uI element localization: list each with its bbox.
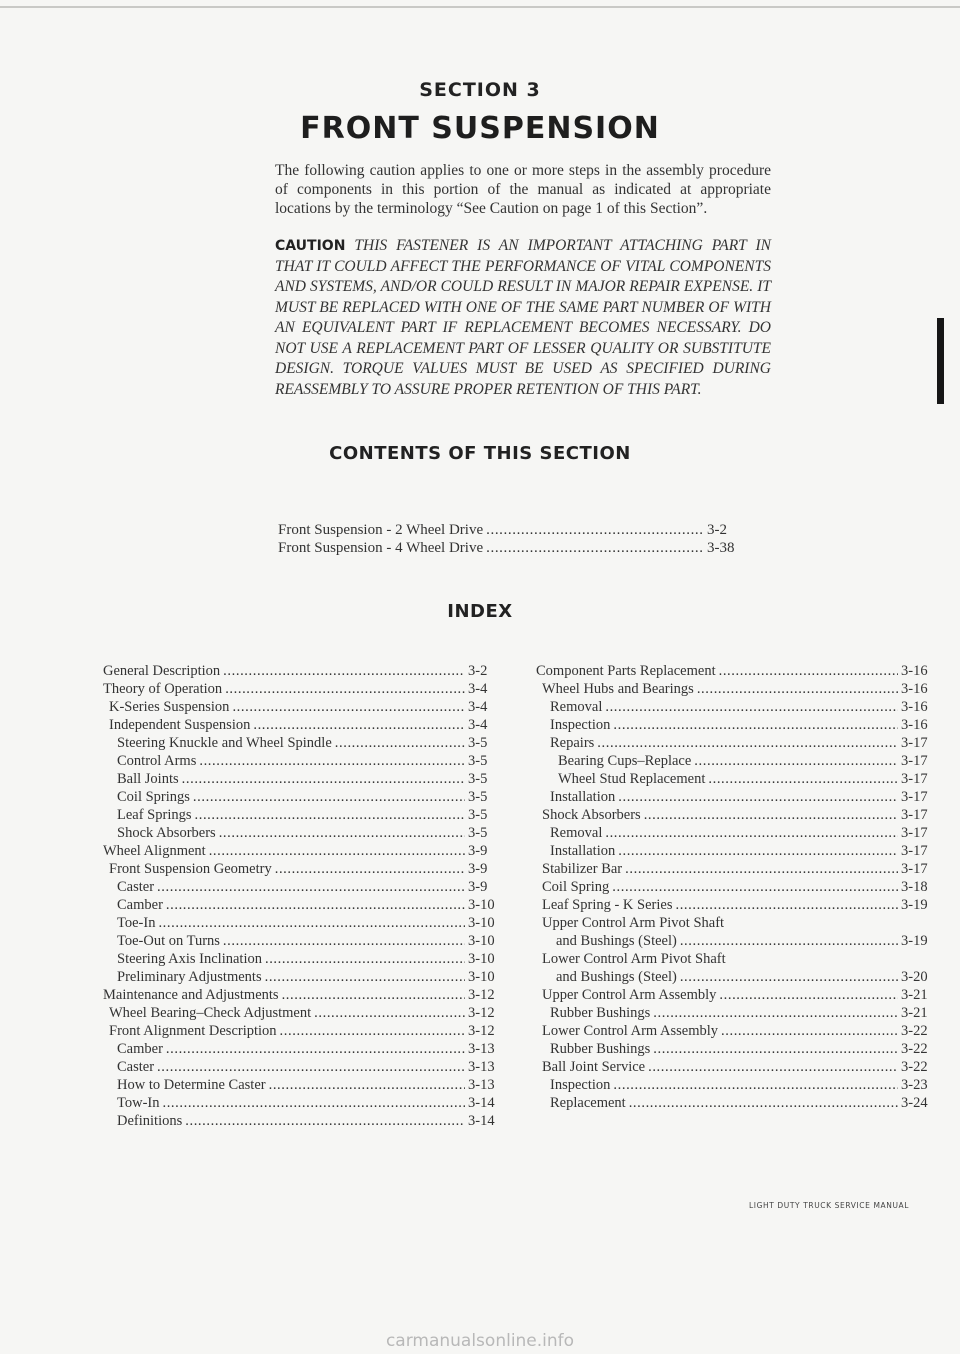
index-entry-page: 3-10: [468, 969, 495, 985]
dot-leader: [680, 932, 898, 950]
dot-leader: [625, 860, 898, 878]
index-entry-label: Steering Knuckle and Wheel Spindle: [117, 735, 332, 751]
index-entry-page: 3-9: [468, 861, 488, 877]
index-entry: [536, 932, 934, 950]
dot-leader: [158, 914, 465, 932]
dot-leader: [719, 986, 898, 1004]
index-entry-page: 3-18: [901, 879, 928, 895]
index-entry-label: K-Series Suspension: [109, 699, 230, 715]
index-entry-label: Installation: [550, 843, 616, 859]
index-entry: [536, 680, 934, 698]
dot-leader: [166, 1040, 465, 1058]
dot-leader: [199, 752, 465, 770]
dot-leader: [644, 806, 898, 824]
dot-leader: [605, 698, 898, 716]
index-entry-label: and Bushings (Steel): [556, 933, 677, 949]
index-entry: [536, 662, 934, 680]
dot-leader: [486, 521, 704, 539]
dot-leader: [719, 662, 898, 680]
dot-leader: [618, 788, 898, 806]
dot-leader: [675, 896, 898, 914]
index-entry-page: 3-16: [901, 699, 928, 715]
dot-leader: [182, 770, 465, 788]
index-entry-page: 3-17: [901, 807, 928, 823]
index-entry-page: 3-14: [468, 1113, 495, 1129]
index-entry-label: Wheel Alignment: [103, 843, 206, 859]
index-entry: [536, 1076, 934, 1094]
index-entry-label: Front Suspension Geometry: [109, 861, 272, 877]
index-entry-label: Stabilizer Bar: [542, 861, 623, 877]
dot-leader: [265, 950, 465, 968]
dot-leader: [195, 806, 466, 824]
index-entry-label: Repairs: [550, 735, 595, 751]
index-entry: [103, 788, 501, 806]
index-entry-label: Leaf Springs: [117, 807, 192, 823]
index-entry-page: 3-14: [468, 1095, 495, 1111]
index-entry-label: Ball Joints: [117, 771, 179, 787]
index-entry: [103, 770, 501, 788]
index-entry-page: 3-19: [901, 933, 928, 949]
index-entry-label: How to Determine Caster: [117, 1077, 266, 1093]
index-entry-page: 3-16: [901, 717, 928, 733]
index-entry-page: 3-5: [468, 771, 488, 787]
index-entry-page: 3-13: [468, 1059, 495, 1075]
index-entry-page: 3-12: [468, 987, 495, 1003]
index-entry-page: 3-17: [901, 843, 928, 859]
index-entry-page: 3-5: [468, 789, 488, 805]
index-entry-page: 3-21: [901, 1005, 928, 1021]
index-entry-label: Camber: [117, 1041, 163, 1057]
index-entry: [536, 788, 934, 806]
index-entry: [103, 986, 501, 1004]
dot-leader: [618, 842, 898, 860]
index-entry-label: Front Alignment Description: [109, 1023, 277, 1039]
index-entry-label: Shock Absorbers: [117, 825, 216, 841]
dot-leader: [721, 1022, 898, 1040]
index-entry: [536, 770, 934, 788]
index-entry: [536, 1058, 934, 1076]
index-entry-label: Bearing Cups–Replace: [558, 753, 692, 769]
index-entry-page: 3-4: [468, 681, 488, 697]
index-entry-page: 3-21: [901, 987, 928, 1003]
index-entry: [536, 1004, 934, 1022]
dot-leader: [613, 716, 898, 734]
index-entry-page: 3-19: [901, 897, 928, 913]
dot-leader: [162, 1094, 465, 1112]
index-entry: [103, 842, 501, 860]
index-entry: [103, 824, 501, 842]
contents-entry-label: Front Suspension - 4 Wheel Drive: [278, 540, 484, 556]
index-entry-label: Control Arms: [117, 753, 197, 769]
index-entry-label: Coil Spring: [542, 879, 610, 895]
dot-leader: [335, 734, 465, 752]
index-entry-page: 3-16: [901, 681, 928, 697]
dot-leader: [282, 986, 465, 1004]
caution-text: THIS FASTENER IS AN IMPORTANT ATTACHING PART IN THAT IT COULD AFFECT THE PERFORMANCE OF VITAL COMPONENTS AND SYSTEMS, AND/OR COULD RESULT IN MAJOR REPAIR EXPENSE. IT MUST BE REPLACED WITH ONE OF THE SAME PART NUMBER OF WITH AN EQUIVALENT PART IF REPLACEMENT BECOMES NECESSARY. DO NOT USE A REPLACEMENT PART OF LESSER QUALITY OR SUBSTITUTE DESIGN. TORQUE VALUES MUST BE USED AS SPECIFIED DURING REASSEMBLY TO ASSURE PROPER RETENTION OF THIS PART.: [275, 237, 771, 398]
index-entry-page: 3-5: [468, 825, 488, 841]
index-entry-label: Camber: [117, 897, 163, 913]
index-entry-label: Lower Control Arm Pivot Shaft: [542, 951, 726, 967]
index-entry: [103, 1112, 501, 1130]
contents-entry-label: Front Suspension - 2 Wheel Drive: [278, 522, 484, 538]
index-entry-page: 3-5: [468, 735, 488, 751]
index-entry-page: 3-24: [901, 1095, 928, 1111]
contents-entry-page: 3-2: [707, 522, 727, 538]
index-entry: [536, 824, 934, 842]
index-entry-page: 3-17: [901, 789, 928, 805]
index-entry-label: Ball Joint Service: [542, 1059, 646, 1075]
index-entry-label: Maintenance and Adjustments: [103, 987, 279, 1003]
index-entry-label: Rubber Bushings: [550, 1005, 651, 1021]
index-entry: [103, 896, 501, 914]
dot-leader: [486, 539, 704, 557]
index-entry-page: 3-17: [901, 771, 928, 787]
index-entry: [103, 680, 501, 698]
index-entry: [103, 878, 501, 896]
index-entry: [103, 914, 501, 932]
index-entry-page: 3-17: [901, 825, 928, 841]
dot-leader: [653, 1004, 898, 1022]
dot-leader: [219, 824, 465, 842]
index-entry-label: Replacement: [550, 1095, 626, 1111]
index-entry-label: Preliminary Adjustments: [117, 969, 262, 985]
watermark: carmanualsonline.info: [385, 1331, 575, 1351]
index-entry-label: General Description: [103, 663, 221, 679]
top-rule: [0, 6, 960, 8]
index-entry: [103, 806, 501, 824]
index-entry-page: 3-22: [901, 1059, 928, 1075]
index-entry: [103, 698, 501, 716]
index-entry: [103, 1058, 501, 1076]
section-edge-marker: [937, 318, 944, 404]
dot-leader: [269, 1076, 465, 1094]
index-entry: [103, 1004, 501, 1022]
index-entry-label: Caster: [117, 1059, 155, 1075]
index-entry: [103, 1076, 501, 1094]
dot-leader: [223, 932, 465, 950]
dot-leader: [597, 734, 898, 752]
index-entry-label: Rubber Bushings: [550, 1041, 651, 1057]
contents-heading: CONTENTS OF THIS SECTION: [329, 443, 631, 464]
index-entry: [103, 968, 501, 986]
index-entry-page: 3-17: [901, 753, 928, 769]
index-entry-label: Definitions: [117, 1113, 183, 1129]
index-entry-page: 3-22: [901, 1023, 928, 1039]
index-entry-page: 3-9: [468, 879, 488, 895]
index-column-left: [103, 662, 501, 1130]
dot-leader: [605, 824, 898, 842]
index-entry-page: 3-9: [468, 843, 488, 859]
dot-leader: [280, 1022, 465, 1040]
index-entry: [536, 1022, 934, 1040]
index-entry-label: Removal: [550, 699, 603, 715]
page-title: FRONT SUSPENSION: [300, 111, 660, 146]
dot-leader: [629, 1094, 898, 1112]
index-entry-label: Tow-In: [117, 1095, 160, 1111]
dot-leader: [613, 1076, 898, 1094]
caution-keyword: CAUTION: [275, 238, 346, 254]
index-entry-page: 3-12: [468, 1023, 495, 1039]
index-entry-page: 3-10: [468, 951, 495, 967]
dot-leader: [225, 680, 465, 698]
index-entry-label: Removal: [550, 825, 603, 841]
section-label: SECTION 3: [419, 79, 541, 101]
index-entry: [536, 878, 934, 896]
index-entry: [536, 806, 934, 824]
dot-leader: [193, 788, 465, 806]
index-entry: [536, 734, 934, 752]
index-entry-label: Installation: [550, 789, 616, 805]
index-entry: [103, 950, 501, 968]
dot-leader: [265, 968, 465, 986]
index-entry-label: Steering Axis Inclination: [117, 951, 262, 967]
dot-leader: [612, 878, 898, 896]
index-entry-page: 3-2: [468, 663, 488, 679]
index-entry: [536, 1040, 934, 1058]
index-entry-label: Inspection: [550, 717, 611, 733]
dot-leader: [223, 662, 465, 680]
index-entry-page: 3-10: [468, 897, 495, 913]
index-entry-label: Independent Suspension: [109, 717, 251, 733]
index-entry-label: and Bushings (Steel): [556, 969, 677, 985]
caution-paragraph: [275, 236, 771, 400]
dot-leader: [680, 968, 898, 986]
index-entry: [103, 662, 501, 680]
index-entry: [103, 1022, 501, 1040]
dot-leader: [185, 1112, 465, 1130]
index-entry: [536, 860, 934, 878]
dot-leader: [697, 680, 898, 698]
index-entry-label: Coil Springs: [117, 789, 190, 805]
index-entry: [103, 860, 501, 878]
index-entry: [103, 752, 501, 770]
index-entry: [536, 716, 934, 734]
index-entry-page: 3-22: [901, 1041, 928, 1057]
index-entry-label: Lower Control Arm Assembly: [542, 1023, 719, 1039]
dot-leader: [166, 896, 465, 914]
dot-leader: [253, 716, 465, 734]
index-entry-label: Shock Absorbers: [542, 807, 641, 823]
index-entry-page: 3-13: [468, 1041, 495, 1057]
dot-leader: [275, 860, 465, 878]
index-entry-label: Wheel Stud Replacement: [558, 771, 706, 787]
index-entry-label: Upper Control Arm Pivot Shaft: [542, 915, 725, 931]
index-entry-page: 3-12: [468, 1005, 495, 1021]
dot-leader: [694, 752, 898, 770]
dot-leader: [314, 1004, 465, 1022]
contents-list: [278, 521, 740, 557]
index-entry-page: 3-13: [468, 1077, 495, 1093]
index-entry-label: Component Parts Replacement: [536, 663, 716, 679]
index-entry: [536, 698, 934, 716]
index-entry-page: 3-5: [468, 807, 488, 823]
index-entry: [103, 1040, 501, 1058]
dot-leader: [209, 842, 465, 860]
dot-leader: [648, 1058, 898, 1076]
index-entry: [103, 932, 501, 950]
index-entry: [103, 716, 501, 734]
index-entry: [536, 950, 934, 968]
index-entry-page: 3-4: [468, 717, 488, 733]
index-entry-label: Toe-Out on Turns: [117, 933, 220, 949]
index-entry-label: Caster: [117, 879, 155, 895]
intro-paragraph: The following caution applies to one or more steps in the assembly procedure of components in this portion of the manual as indicated at appropriate locations by the terminology “See Caution on page 1 of this Section”.: [275, 162, 771, 217]
index-entry: [103, 1094, 501, 1112]
index-entry: [536, 1094, 934, 1112]
index-column-right: [536, 662, 934, 1112]
index-entry-page: 3-17: [901, 735, 928, 751]
index-entry-page: 3-17: [901, 861, 928, 877]
index-entry-label: Toe-In: [117, 915, 156, 931]
index-entry-label: Inspection: [550, 1077, 611, 1093]
contents-entry-page: 3-38: [707, 540, 735, 556]
index-entry: [103, 734, 501, 752]
index-heading: INDEX: [447, 601, 513, 622]
index-entry-label: Theory of Operation: [103, 681, 223, 697]
footer-manual-title: LIGHT DUTY TRUCK SERVICE MANUAL: [749, 1201, 910, 1210]
index-entry-page: 3-23: [901, 1077, 928, 1093]
index-entry-label: Wheel Hubs and Bearings: [542, 681, 694, 697]
index-entry-page: 3-5: [468, 753, 488, 769]
dot-leader: [708, 770, 898, 788]
index-entry: [536, 914, 934, 932]
index-entry: [536, 842, 934, 860]
dot-leader: [653, 1040, 898, 1058]
index-entry: [536, 968, 934, 986]
dot-leader: [157, 878, 465, 896]
index-entry: [536, 986, 934, 1004]
index-entry-page: 3-16: [901, 663, 928, 679]
index-entry-page: 3-4: [468, 699, 488, 715]
index-entry-page: 3-10: [468, 915, 495, 931]
dot-leader: [232, 698, 465, 716]
index-entry-page: 3-20: [901, 969, 928, 985]
contents-entry: [278, 521, 740, 539]
dot-leader: [157, 1058, 465, 1076]
contents-entry: [278, 539, 740, 557]
index-entry-page: 3-10: [468, 933, 495, 949]
index-entry-label: Upper Control Arm Assembly: [542, 987, 717, 1003]
index-entry-label: Leaf Spring - K Series: [542, 897, 673, 913]
index-entry-label: Wheel Bearing–Check Adjustment: [109, 1005, 312, 1021]
index-entry: [536, 752, 934, 770]
index-entry: [536, 896, 934, 914]
